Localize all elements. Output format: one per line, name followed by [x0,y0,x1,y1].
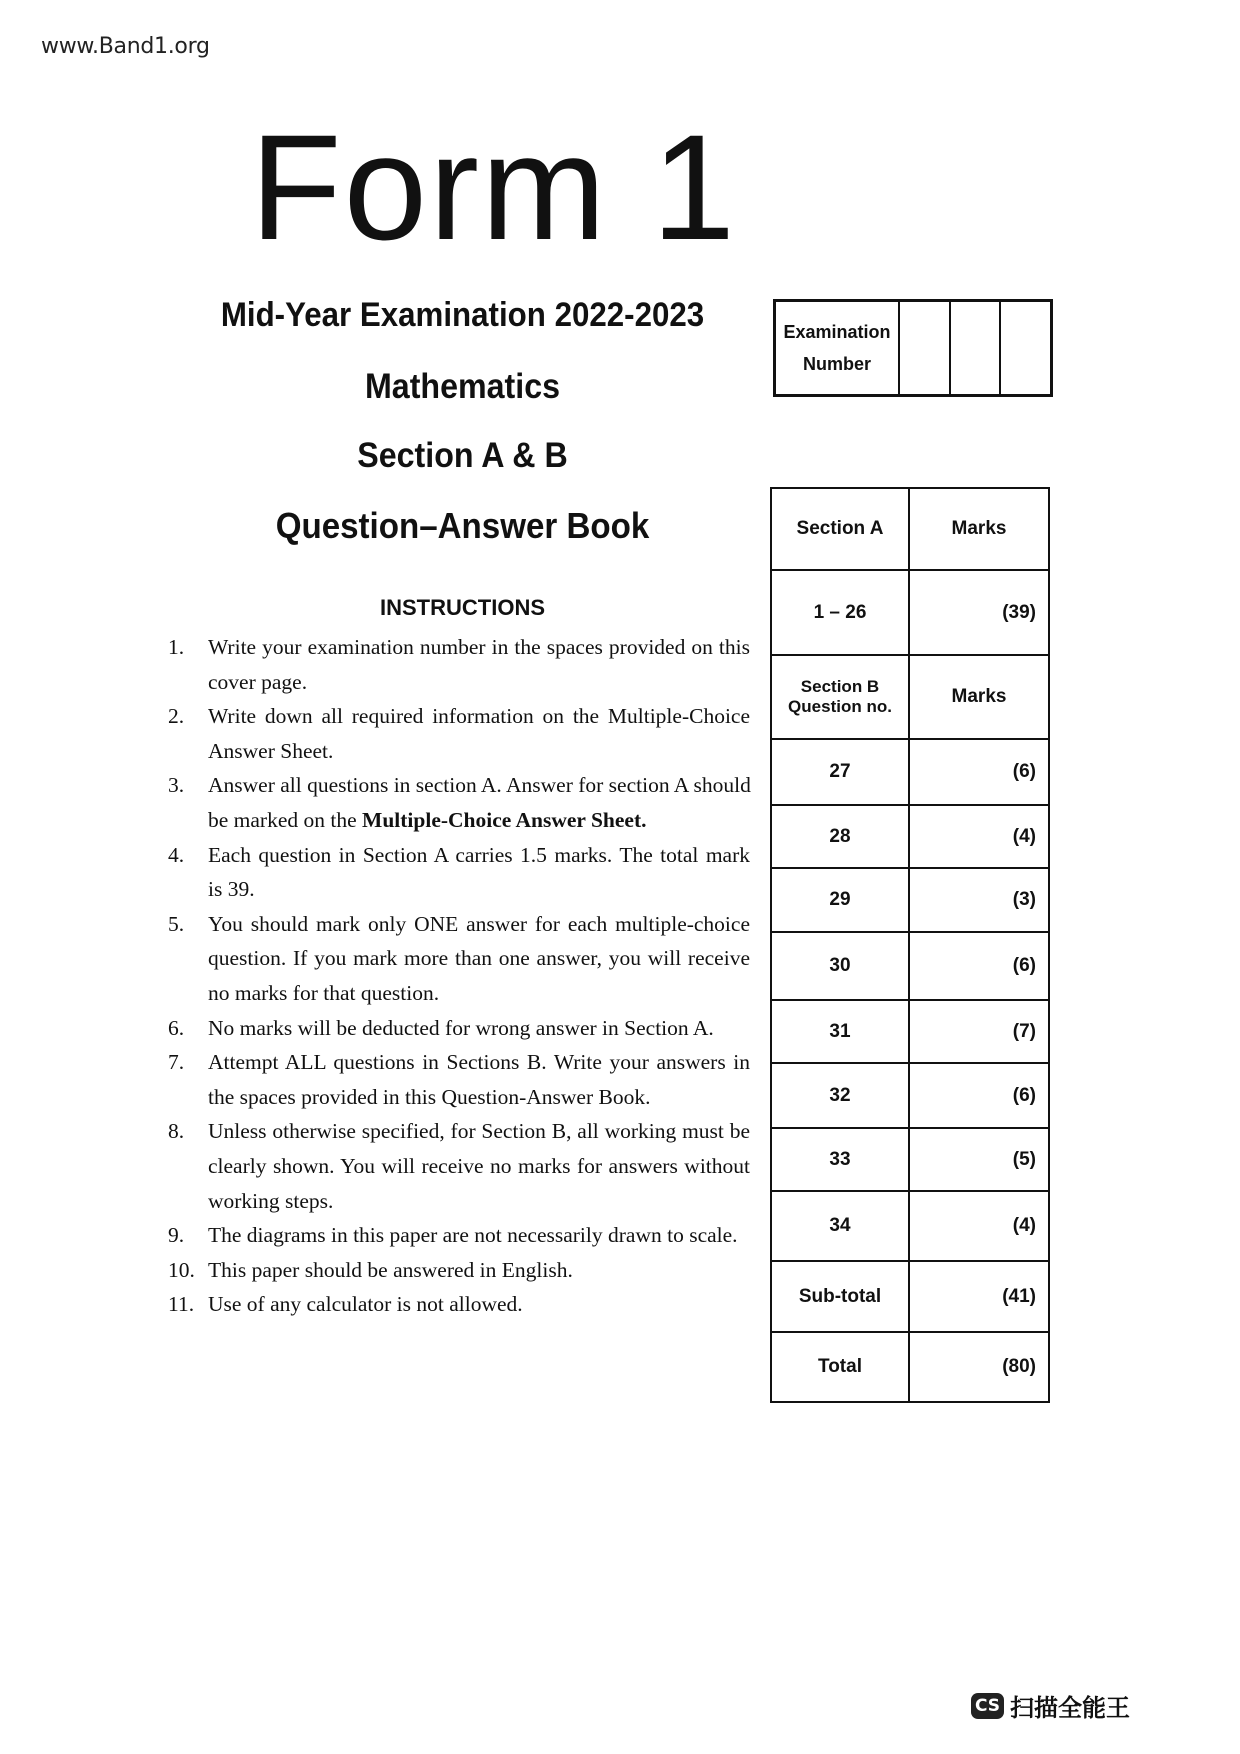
table-row [771,1261,1049,1332]
table-row [771,739,1049,805]
instruction-line [208,803,751,838]
question-marks: (7) [909,1000,1049,1063]
table-row [771,655,1049,739]
instruction-line: cover page. [208,669,308,694]
table-row [771,932,1049,1000]
table-row [771,1332,1049,1402]
table-row [771,1191,1049,1261]
instruction-line: The diagrams in this paper are not necessarily drawn to scale. [208,1223,738,1248]
instruction-line: question. If you mark more than one answer, you will receive [208,946,750,971]
section-b-header-line1: Section B [800,677,880,696]
question-marks: (5) [909,1128,1049,1191]
question-number: 31 [771,1000,909,1063]
instruction-item [168,1011,750,1046]
exam-label-line2: Number [802,354,871,374]
instruction-line: You should mark only ONE answer for each multiple-choice [208,911,750,936]
section-b-marks-header: Marks [909,655,1049,739]
instruction-item [168,838,750,907]
instruction-number: 3. [168,773,185,798]
instruction-number: 6. [168,1015,185,1040]
instruction-line: Answer all questions in section A. Answer for section A should [208,773,751,798]
section-a-header: Section A [771,488,909,570]
section-a-range: 1 – 26 [771,570,909,655]
question-number: 30 [771,932,909,1000]
question-marks: (6) [909,1063,1049,1128]
instruction-line: Answer Sheet. [208,738,334,763]
marks-table [770,487,1050,1403]
camscanner-text: 扫描全能王 [1010,1694,1131,1722]
section-b-header-line2: Question no. [788,697,892,716]
examination-number-box [773,299,1053,397]
instruction-number: 4. [168,842,185,867]
question-number: 28 [771,805,909,868]
scanner-watermark [971,1688,1130,1723]
sections-title: Section A & B [357,436,568,475]
instruction-line: Use of any calculator is not allowed. [208,1292,523,1317]
instruction-number: 9. [168,1223,185,1248]
question-number: 33 [771,1128,909,1191]
table-row [771,570,1049,655]
table-row [771,868,1049,932]
instruction-item [168,699,750,768]
instruction-number: 11. [168,1292,195,1317]
question-number: 27 [771,739,909,805]
instruction-line: Write down all required information on the Multiple-Choice [208,704,750,729]
instruction-number: 7. [168,1050,185,1075]
table-row [771,1128,1049,1191]
instruction-item [168,1218,750,1253]
instruction-number: 10. [168,1257,195,1282]
instructions-list [168,630,750,1322]
exam-number-digit-2[interactable] [951,302,1002,394]
total-value: (80) [909,1332,1049,1402]
table-row [771,1063,1049,1128]
site-url: www.Band1.org [41,34,210,59]
table-row [771,488,1049,570]
question-marks: (3) [909,868,1049,932]
instruction-item [168,768,750,837]
instruction-item [168,1253,750,1288]
instruction-line: no marks for that question. [208,980,440,1005]
instruction-item [168,1114,750,1218]
instruction-number: 5. [168,911,185,936]
question-marks: (4) [909,805,1049,868]
section-b-header [771,655,909,739]
camscanner-logo: CS [971,1693,1004,1719]
question-marks: (6) [909,739,1049,805]
total-label: Total [771,1332,909,1402]
instruction-number: 8. [168,1119,185,1144]
instruction-line: Unless otherwise specified, for Section B, all working must be [208,1119,750,1144]
table-row [771,1000,1049,1063]
question-marks: (6) [909,932,1049,1000]
section-a-marks: (39) [909,570,1049,655]
question-number: 32 [771,1063,909,1128]
subtotal-label: Sub-total [771,1261,909,1332]
instruction-line: clearly shown. You will receive no marks for answers without [208,1153,750,1178]
subject-title: Mathematics [364,367,561,406]
instruction-item [168,907,750,1011]
instructions-heading: INSTRUCTIONS [380,595,545,620]
instruction-line: This paper should be answered in English. [208,1257,573,1282]
form-title: Form 1 [250,103,738,271]
instruction-line: the spaces provided in this Question-Answer Book. [208,1084,651,1109]
instruction-item [168,1287,750,1322]
table-row [771,805,1049,868]
marks-header: Marks [909,488,1049,570]
examination-number-label [776,302,900,394]
exam-number-digit-1[interactable] [900,302,951,394]
instruction-line: Each question in Section A carries 1.5 marks. The total mark [208,842,750,867]
exam-title: Mid-Year Examination 2022-2023 [220,296,705,334]
instruction-line: is 39. [208,877,255,902]
instruction-number: 2. [168,704,185,729]
instruction-number: 1. [168,635,185,659]
question-number: 34 [771,1191,909,1261]
instruction-item [168,630,750,699]
instruction-line: working steps. [208,1188,334,1213]
subtotal-value: (41) [909,1261,1049,1332]
instruction-line: Attempt ALL questions in Sections B. Write your answers in [208,1050,750,1075]
question-marks: (4) [909,1191,1049,1261]
instruction-line: No marks will be deducted for wrong answer in Section A. [208,1015,714,1040]
exam-label-line1: Examination [783,322,891,342]
instruction-line: Write your examination number in the spaces provided on this [208,635,750,659]
instruction-bold-text: Multiple-Choice Answer Sheet. [362,807,647,832]
book-title: Question–Answer Book [275,505,650,546]
exam-number-digit-3[interactable] [1001,302,1050,394]
instruction-item [168,1045,750,1114]
question-number: 29 [771,868,909,932]
instruction-text: be marked on the [208,807,363,832]
